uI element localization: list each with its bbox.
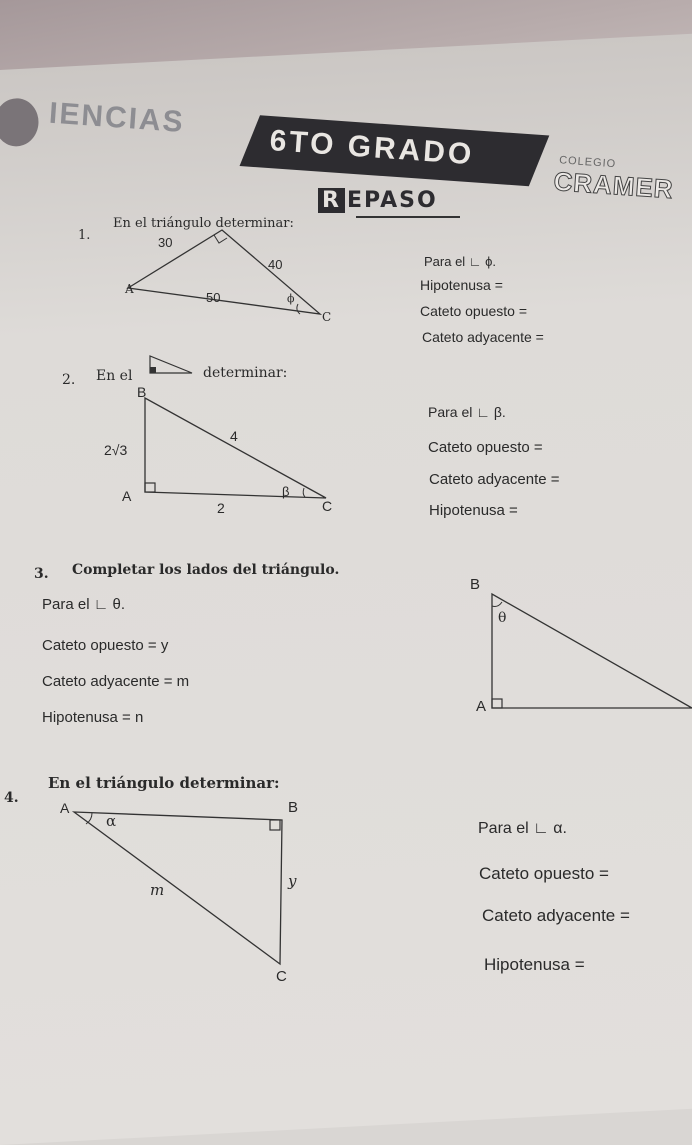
q3-vertex-b: B: [470, 576, 481, 593]
grado-title: 6TO GRADO: [268, 124, 476, 172]
q1-side-50: 50: [206, 290, 221, 305]
q2-prompt-end: determinar:: [203, 365, 288, 381]
q1-cateto-adyacente: Cateto adyacente =: [422, 329, 544, 345]
q4-angle-alpha: α: [106, 812, 117, 830]
q4-prompt: En el triángulo determinar:: [48, 774, 280, 792]
q1-vertex-a: A: [125, 282, 134, 296]
q4-side-m: m: [150, 881, 165, 899]
q3-number: 3.: [34, 566, 49, 582]
cramer-logo-text: CRAMER: [552, 165, 675, 205]
q3-prompt: Completar los lados del triángulo.: [72, 562, 340, 578]
q3-para: Para el ∟ θ.: [42, 596, 126, 613]
q2-side-2: 2: [217, 500, 225, 516]
q2-cateto-adyacente: Cateto adyacente =: [429, 471, 560, 488]
q4-cateto-adyacente: Cateto adyacente =: [482, 906, 630, 925]
q3-triangle: [488, 590, 692, 716]
school-logo: [0, 97, 40, 148]
q2-vertex-c: C: [322, 498, 333, 514]
q4-triangle-shape: [74, 812, 282, 964]
q3-cateto-opuesto: Cateto opuesto = y: [42, 637, 169, 654]
q2-angle-arc: [303, 488, 305, 497]
colegio-label: COLEGIO: [558, 154, 617, 171]
q4-side-y: y: [288, 872, 297, 890]
q1-angle-phi: ϕ: [287, 292, 295, 305]
q2-right-angle-mark: [145, 483, 155, 492]
q2-prompt-start: En el: [96, 368, 133, 384]
q2-cateto-opuesto: Cateto opuesto =: [428, 439, 543, 456]
q1-cateto-opuesto: Cateto opuesto =: [420, 303, 528, 319]
q1-prompt: En el triángulo determinar:: [113, 216, 294, 231]
section-title: [318, 188, 438, 213]
q3-right-angle-mark: [492, 699, 502, 708]
q3-angle-theta: θ: [498, 610, 507, 626]
q4-vertex-c: C: [276, 968, 287, 985]
q1-vertex-c: C: [322, 310, 332, 324]
q4-vertex-b: B: [288, 799, 299, 816]
q2-vertex-a: A: [122, 488, 132, 504]
repaso-rest: EPASO: [346, 188, 438, 213]
q2-hipotenusa: Hipotenusa =: [429, 502, 518, 519]
q1-side-40: 40: [268, 257, 283, 272]
q2-side-2sqrt3: 2√3: [104, 442, 128, 458]
q2-angle-beta: β: [282, 484, 290, 499]
q3-angle-arc: [492, 602, 502, 607]
q2-para: Para el ∟ β.: [428, 404, 506, 420]
q1-para: Para el ∟ ϕ.: [424, 254, 497, 269]
q2-side-4: 4: [230, 428, 238, 444]
q1-hipotenusa: Hipotenusa =: [420, 277, 503, 293]
q2-number: 2.: [62, 372, 76, 388]
q1-side-30: 30: [158, 235, 173, 250]
q1-angle-arc: [297, 304, 300, 314]
q4-vertex-a: A: [60, 800, 70, 816]
title-underline: [356, 216, 460, 218]
q3-vertex-a: A: [476, 698, 487, 715]
q2-triangle: [136, 394, 336, 504]
repaso-initial: R: [318, 188, 345, 213]
q2-triangle-icon: [148, 354, 194, 376]
q2-vertex-b: B: [137, 384, 147, 400]
q3-cateto-adyacente: Cateto adyacente = m: [42, 673, 190, 690]
q1-right-angle-mark: [214, 235, 227, 243]
q1-triangle: [120, 228, 340, 328]
q3-triangle-shape: [492, 594, 692, 708]
q2-triangle-shape: [145, 398, 326, 498]
q4-number: 4.: [4, 790, 19, 806]
q1-number: 1.: [78, 228, 91, 243]
q4-triangle: [70, 808, 290, 972]
q3-hipotenusa: Hipotenusa = n: [42, 709, 144, 726]
q4-para: Para el ∟ α.: [478, 820, 567, 837]
ciencias-title: IENCIAS: [48, 96, 186, 140]
q4-cateto-opuesto: Cateto opuesto =: [479, 864, 609, 883]
q4-hipotenusa: Hipotenusa =: [484, 955, 585, 974]
q4-right-angle-mark: [270, 820, 280, 830]
